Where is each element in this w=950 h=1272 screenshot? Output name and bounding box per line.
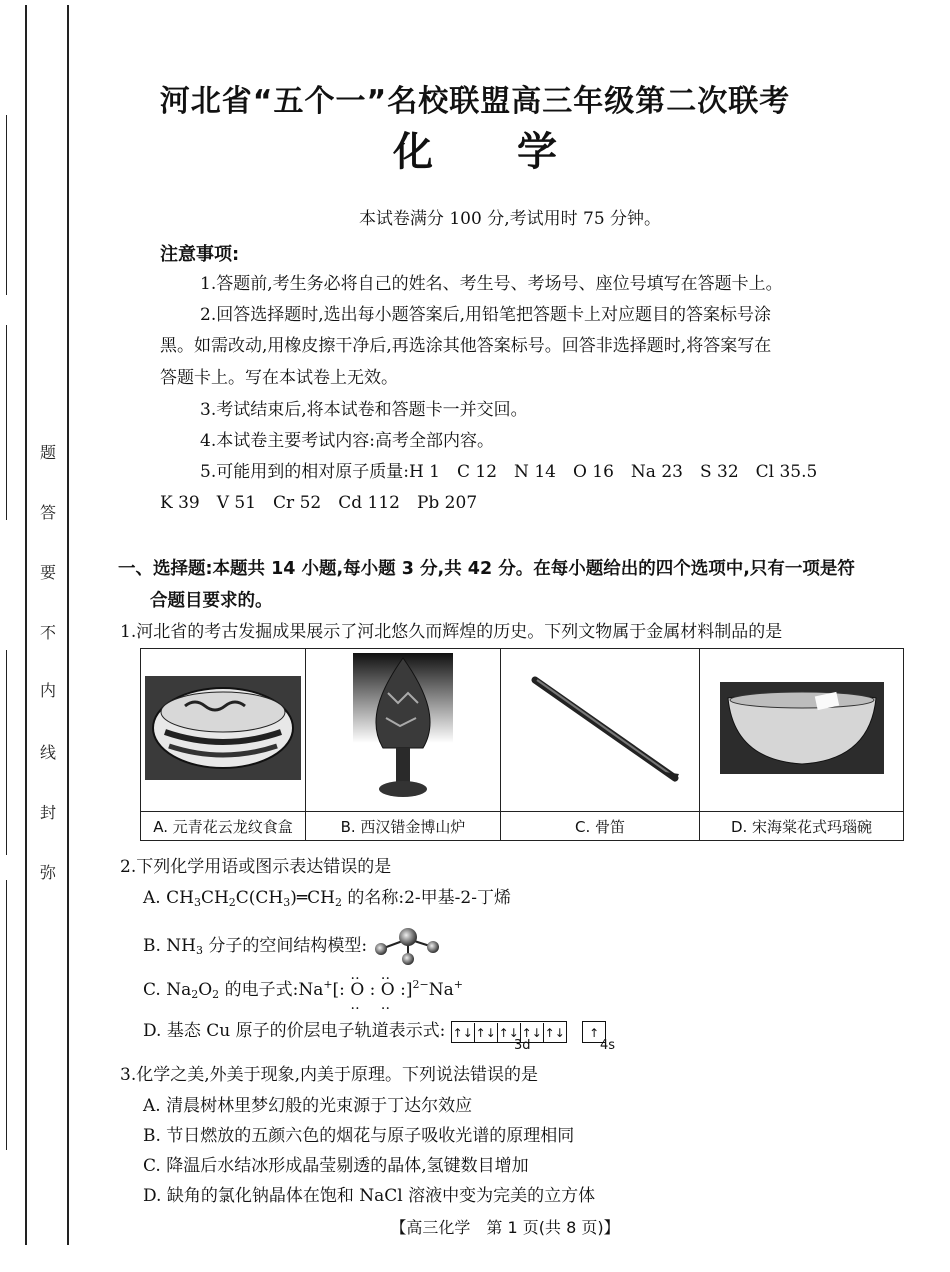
artifact-caption-d: D. 宋海棠花式玛瑙碗 [700, 812, 904, 841]
artifact-image-d [700, 649, 904, 812]
binding-line-inner [67, 5, 69, 1245]
question-1-stem: 1.河北省的考古发掘成果展示了河北悠久而辉煌的历史。下列文物属于金属材料制品的是 [120, 622, 783, 642]
page-footer: 【高三化学 第 1 页(共 8 页)】 [390, 1218, 620, 1237]
artifact-caption-a: A. 元青花云龙纹食盒 [141, 812, 306, 841]
artifact-image-a [141, 649, 306, 812]
orbital-4s-box: ↑ [582, 1021, 606, 1043]
orbital-4s-label: 4s [600, 1038, 616, 1053]
margin-blank-line [6, 325, 7, 520]
question-2-option-d: D. 基态 Cu 原子的价层电子轨道表示式: ↑↓ ↑↓ ↑↓ ↑↓ ↑↓ ↑ [143, 1016, 606, 1043]
artifact-table [140, 648, 904, 841]
question-2-option-c: C. $Na_2O_2$ 的电子式:Na+[: ‥ O ‥ : ‥ O ‥ :]$^{2-}$Na+ [143, 975, 463, 1001]
section-line-1: 一、选择题:本题共 14 小题,每小题 3 分,共 42 分。在每小题给出的四个选项中,只有一项是符 [118, 559, 855, 579]
nh3-model-icon [373, 925, 443, 967]
porcelain-box-image [145, 676, 301, 780]
notice-item: 1.答题前,考生务必将自己的姓名、考生号、考场号、座位号填写在答题卡上。 [200, 274, 783, 294]
margin-char: 弥 [39, 863, 56, 882]
question-2-stem: 2.下列化学用语或图示表达错误的是 [120, 857, 392, 877]
margin-blank-line [6, 880, 7, 1150]
agate-bowl-image [720, 682, 884, 774]
notice-item: K 39 V 51 Cr 52 Cd 112 Pb 207 [160, 493, 478, 513]
orbital-3d-boxes: ↑↓ ↑↓ ↑↓ ↑↓ ↑↓ [451, 1021, 567, 1043]
margin-char: 封 [39, 803, 56, 822]
section-heading [118, 553, 918, 617]
margin-char: 线 [39, 743, 56, 762]
margin-char: 不 [39, 623, 56, 642]
artifact-caption-b: B. 西汉错金博山炉 [306, 812, 501, 841]
question-2-option-b: B. $NH_3$ 分子的空间结构模型: [143, 925, 443, 967]
margin-char: 内 [39, 681, 56, 700]
notice-item: 4.本试卷主要考试内容:高考全部内容。 [200, 431, 494, 451]
binding-line-outer [25, 5, 27, 1245]
question-3-option-c: C. 降温后水结冰形成晶莹剔透的晶体,氢键数目增加 [143, 1156, 529, 1176]
incense-burner-image [348, 653, 458, 803]
question-2-option-a: A. $CH_3CH_2C(CH_3)═CH_2$ 的名称:2-甲基-2-丁烯 [143, 888, 511, 909]
bone-flute-image [515, 668, 685, 788]
notice-heading: 注意事项: [160, 244, 240, 265]
notice-item: 黑。如需改动,用橡皮擦干净后,再选涂其他答案标号。回答非选择题时,将答案写在 [160, 336, 772, 356]
notice-item: 5.可能用到的相对原子质量:H 1 C 12 N 14 O 16 Na 23 S 32 Cl 35.5 [200, 462, 818, 482]
question-3-option-a: A. 清晨树林里梦幻般的光束源于丁达尔效应 [143, 1096, 473, 1116]
margin-char: 答 [39, 503, 56, 522]
artifact-caption-c: C. 骨笛 [501, 812, 700, 841]
question-3-option-d: D. 缺角的氯化钠晶体在饱和 NaCl 溶液中变为完美的立方体 [143, 1186, 596, 1206]
exam-meta: 本试卷满分 100 分,考试用时 75 分钟。 [358, 209, 662, 229]
subject-title: 化 学 [393, 129, 557, 175]
notice-item: 答题卡上。写在本试卷上无效。 [160, 368, 398, 388]
artifact-image-c [501, 649, 700, 812]
exam-title: 河北省“五个一”名校联盟高三年级第二次联考 [159, 84, 791, 119]
margin-char: 题 [39, 443, 56, 462]
margin-blank-line [6, 650, 7, 855]
question-3-stem: 3.化学之美,外美于现象,内美于原理。下列说法错误的是 [120, 1065, 539, 1085]
section-line-2: 合题目要求的。 [150, 591, 273, 611]
orbital-3d-label: 3d [514, 1038, 531, 1053]
notice-item: 3.考试结束后,将本试卷和答题卡一并交回。 [200, 400, 528, 420]
notice-item: 2.回答选择题时,选出每小题答案后,用铅笔把答题卡上对应题目的答案标号涂 [200, 305, 772, 325]
artifact-image-b [306, 649, 501, 812]
question-3-option-b: B. 节日燃放的五颜六色的烟花与原子吸收光谱的原理相同 [143, 1126, 575, 1146]
margin-char: 要 [39, 563, 56, 582]
